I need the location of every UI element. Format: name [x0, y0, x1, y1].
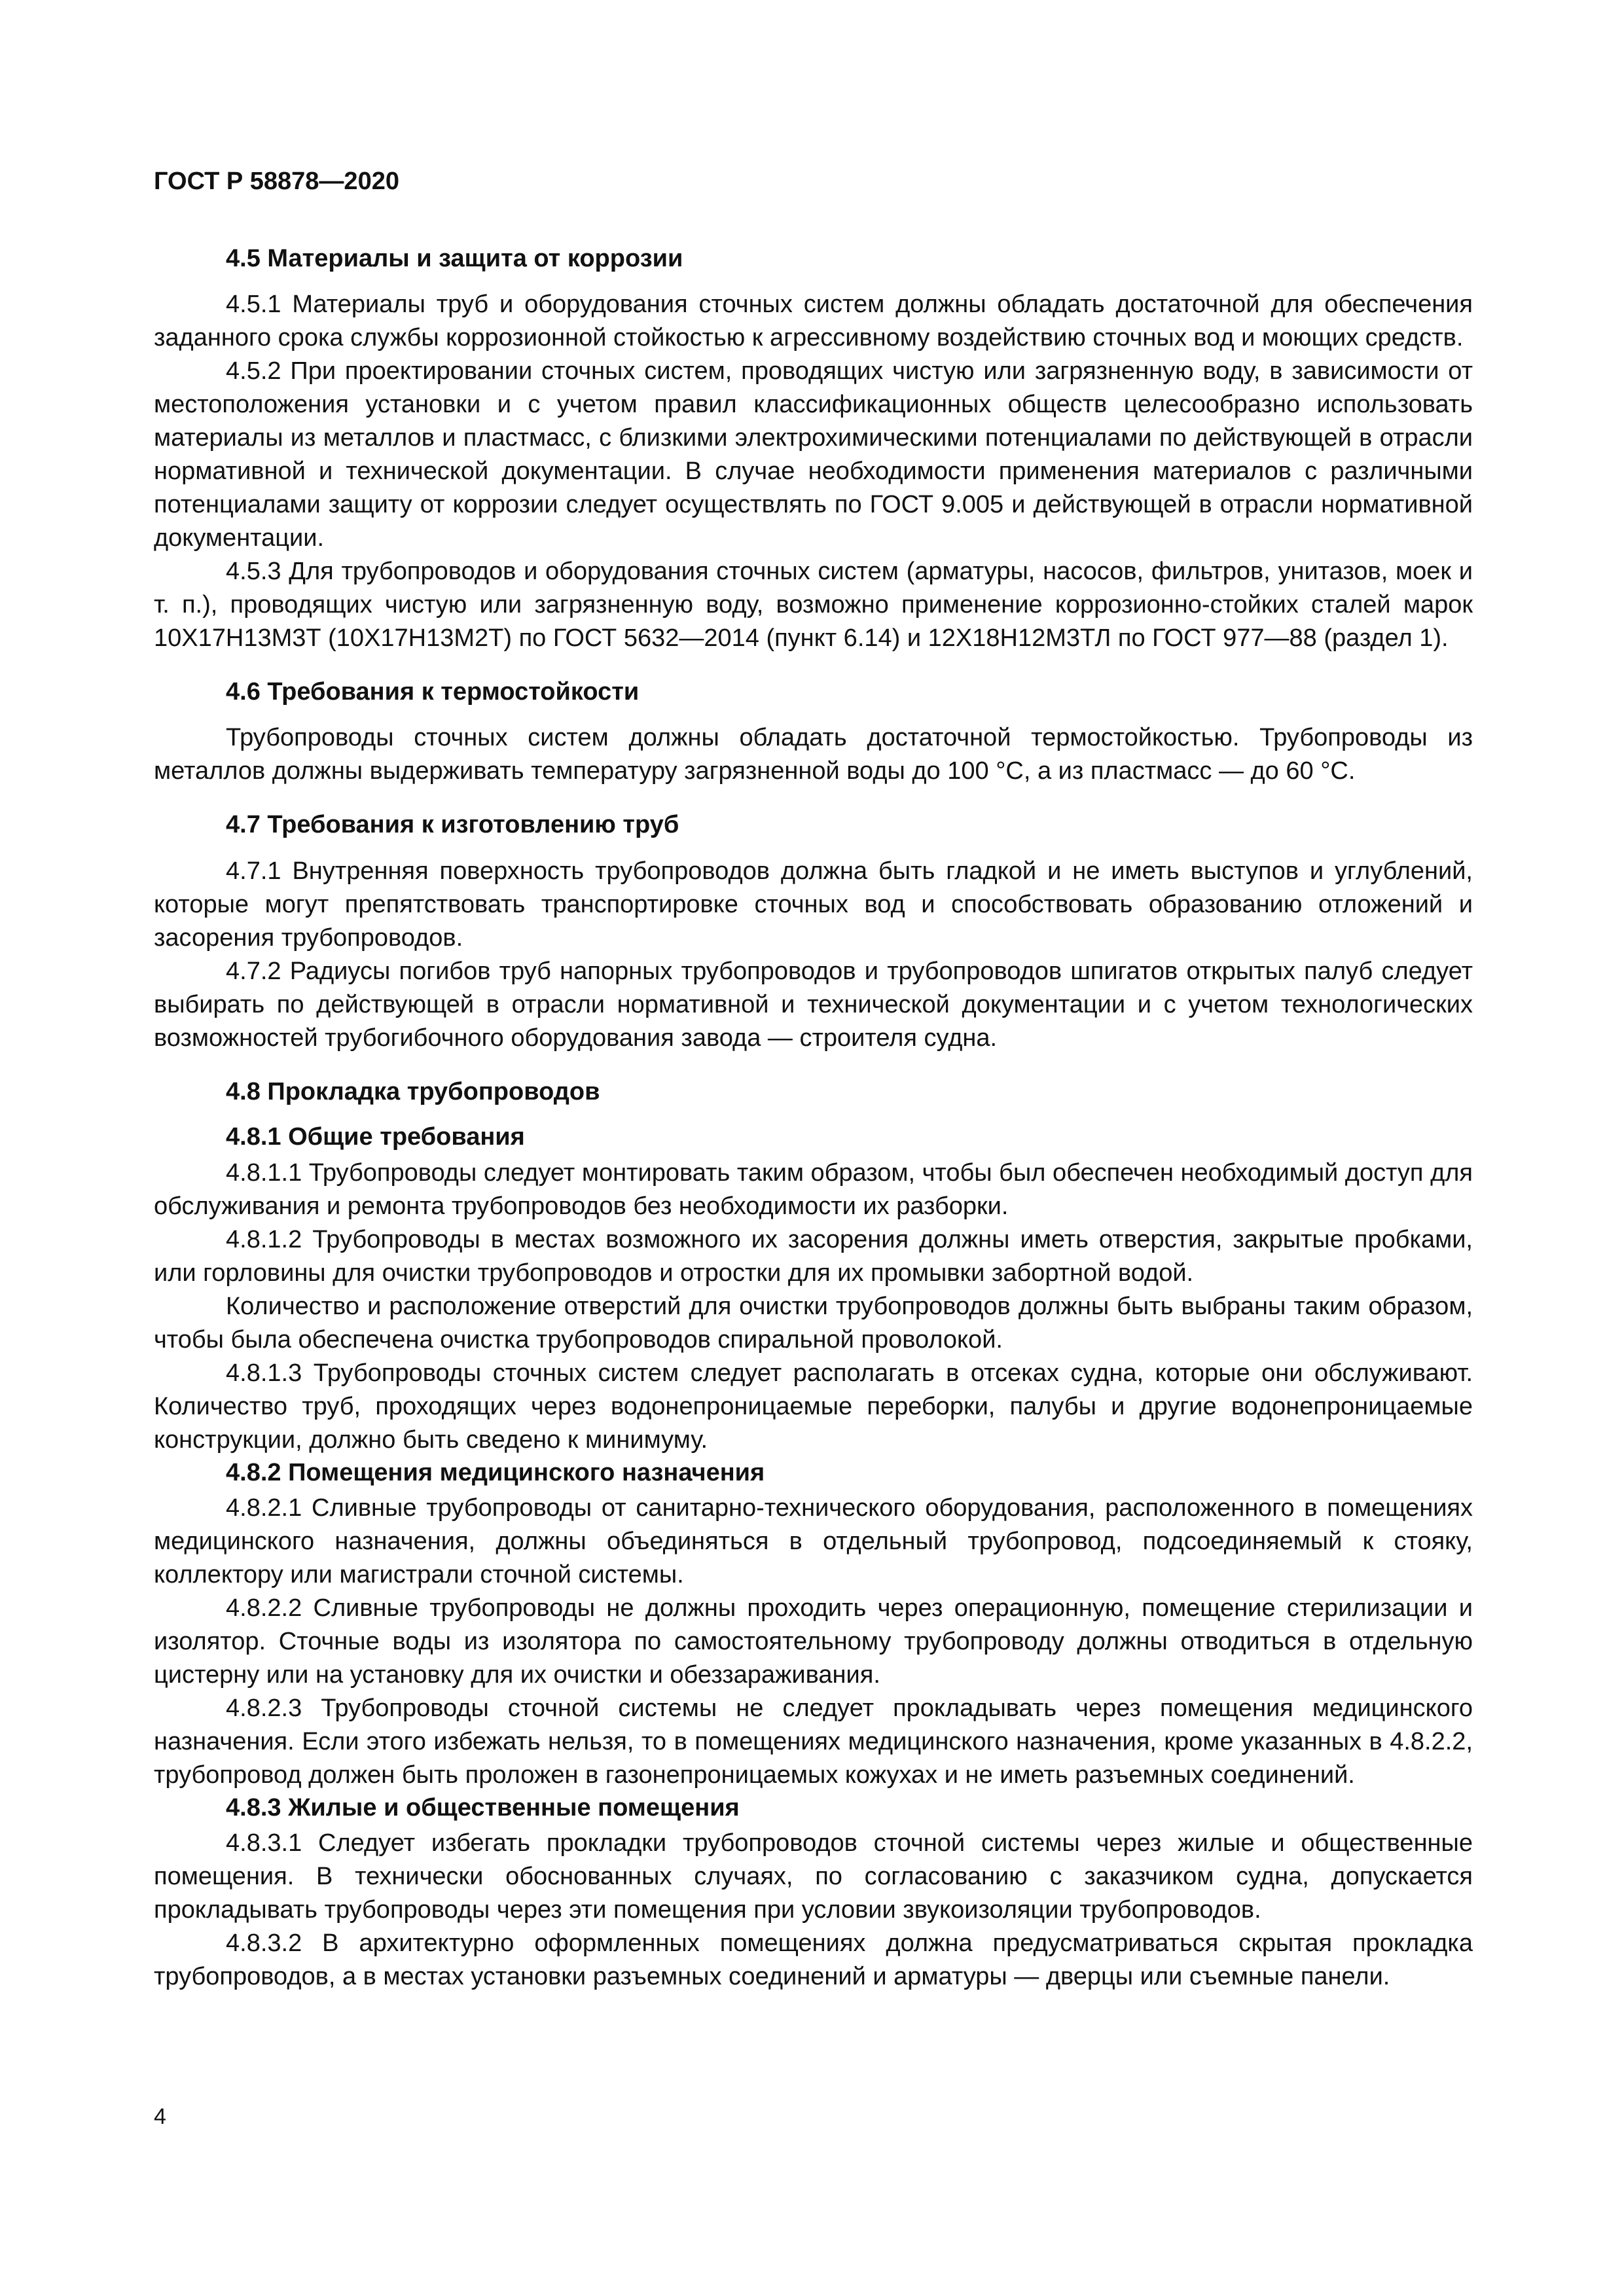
paragraph: 4.8.3.2 В архитектурно оформленных помещениях должна предусматриваться скрытая прокладка трубопроводов, а в местах установки разъемных соединений и арматуры — дверцы или съемные панели.	[154, 1929, 1473, 1991]
paragraph: Трубопроводы сточных систем должны обладать достаточной термостойкостью. Трубопроводы из металлов должны выдерживать температуру загрязненной воды до 100 °С, а из пластмасс — до 60 °С.	[154, 724, 1473, 785]
paragraph: 4.8.1.1 Трубопроводы следует монтировать таким образом, чтобы был обеспечен необходимый доступ для обслуживания и ремонта трубопроводов без необходимости их разборки.	[154, 1158, 1473, 1220]
section-4-6	[154, 676, 1473, 788]
section-title: 4.6 Требования к термостойкости	[226, 677, 640, 706]
section-title: 4.8 Прокладка трубопроводов	[226, 1077, 600, 1105]
section-4-5	[154, 243, 1473, 655]
paragraph: 4.8.2.2 Сливные трубопроводы не должны проходить через операционную, помещение стерилизации и изолятор. Сточные воды из изолятора по самостоятельному трубопроводу должны отводиться в отдельную цистерну или на установку для их очистки и обеззараживания.	[154, 1594, 1473, 1689]
subsection-title: 4.8.3 Жилые и общественные помещения	[226, 1793, 740, 1821]
section-4-7	[154, 809, 1473, 1054]
page-number: 4	[154, 2104, 166, 2129]
subsection-title: 4.8.2 Помещения медицинского назначения	[226, 1458, 765, 1486]
section-4-8	[154, 1076, 1473, 1994]
document-header: ГОСТ Р 58878—2020	[154, 168, 399, 195]
paragraph: 4.8.1.3 Трубопроводы сточных систем следует располагать в отсеках судна, которые они обслуживают. Количество труб, проходящих через водонепроницаемые переборки, палубы и другие водонепроницаемые конструкции, должно быть сведено к минимуму.	[154, 1359, 1473, 1454]
section-title: 4.5 Материалы и защита от коррозии	[226, 244, 683, 272]
paragraph: 4.8.3.1 Следует избегать прокладки трубопроводов сточной системы через жилые и общественные помещения. В технически обоснованных случаях, по согласованию с заказчиком судна, допускается прокладывать трубопроводы через эти помещения при условии звукоизоляции трубопроводов.	[154, 1829, 1473, 1924]
section-title: 4.7 Требования к изготовлению труб	[226, 811, 679, 839]
paragraph: 4.7.1 Внутренняя поверхность трубопроводов должна быть гладкой и не иметь выступов и углублений, которые могут препятствовать транспортировке сточных вод и способствовать образованию отложений и засорения трубопроводов.	[154, 857, 1473, 952]
paragraph: 4.5.3 Для трубопроводов и оборудования сточных систем (арматуры, насосов, фильтров, унитазов, моек и т. п.), проводящих чистую или загрязненную воду, возможно применение коррозионно-стойких сталей марок 10Х17Н13М3Т (10Х17Н13М2Т) по ГОСТ 5632—2014 (пункт 6.14) и 12Х18Н12М3ТЛ по ГОСТ 977—88 (раздел 1).	[154, 557, 1473, 652]
paragraph: 4.7.2 Радиусы погибов труб напорных трубопроводов и трубопроводов шпигатов открытых палуб следует выбирать по действующей в отрасли нормативной и технической документации и с учетом технологических возможностей трубогибочного оборудования завода — строителя судна.	[154, 957, 1473, 1052]
paragraph: 4.8.1.2 Трубопроводы в местах возможного их засорения должны иметь отверстия, закрытые пробками, или горловины для очистки трубопроводов и отростки для их промывки забортной водой.	[154, 1225, 1473, 1287]
paragraph: 4.8.2.3 Трубопроводы сточной системы не следует прокладывать через помещения медицинского назначения. Если этого избежать нельзя, то в помещениях медицинского назначения, кроме указанных в 4.8.2.2, трубопровод должен быть проложен в газонепроницаемых кожухах и не иметь разъемных соединений.	[154, 1694, 1473, 1789]
paragraph: 4.5.1 Материалы труб и оборудования сточных систем должны обладать достаточной для обеспечения заданного срока службы коррозионной стойкостью к агрессивному воздействию сточных вод и моющих средств.	[154, 290, 1473, 351]
paragraph: Количество и расположение отверстий для очистки трубопроводов должны быть выбраны таким образом, чтобы была обеспечена очистка трубопроводов спиральной проволокой.	[154, 1292, 1473, 1354]
paragraph: 4.5.2 При проектировании сточных систем, проводящих чистую или загрязненную воду, в зависимости от местоположения установки и с учетом правил классификационных обществ целесообразно использовать материалы из металлов и пластмасс, с близкими электрохимическими потенциалами по действующей в отрасли нормативной и технической документации. В случае необходимости применения материалов с различными потенциалами защиту от коррозии следует осуществлять по ГОСТ 9.005 и действующей в отрасли нормативной документации.	[154, 357, 1473, 552]
document-page	[154, 167, 1473, 2015]
paragraph: 4.8.2.1 Сливные трубопроводы от санитарно-технического оборудования, расположенного в помещениях медицинского назначения, должны объединяться в отдельный трубопровод, подсоединяемый к стояку, коллектору или магистрали сточной системы.	[154, 1494, 1473, 1588]
subsection-title: 4.8.1 Общие требования	[226, 1123, 525, 1151]
